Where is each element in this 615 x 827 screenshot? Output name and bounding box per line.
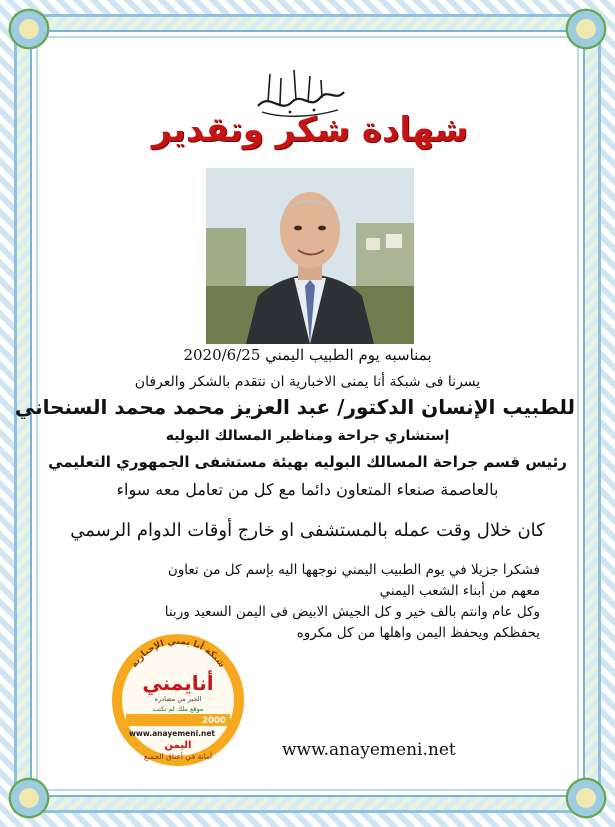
paragraph-line: وكل عام وانتم بالف خير و كل الجيش الابيض فى اليمن السعيد وربنا <box>164 604 540 620</box>
logo-tagline: موقع ملك لم تكتب <box>152 705 204 713</box>
paragraph-line: معهم من أبناء الشعب اليمني <box>379 583 540 599</box>
recipient-name: للطبيب الإنسان الدكتور/ عبد العزيز محمد محمد السنحاني <box>14 395 575 419</box>
cooperation-line: بالعاصمة صنعاء المتعاون دائما مع كل من تعامل معه سواء <box>116 480 499 499</box>
certificate-title: شهادة شكر وتقدير <box>151 110 469 150</box>
timing-line: كان خلال وقت عمله بالمستشفى او خارج أوقات الدوام الرسمي <box>70 520 545 541</box>
paragraph-line: فشكرا جزيلا في يوم الطبيب اليمني نوجهها اليه بإسم كل من تعاون <box>167 562 540 578</box>
intro-line: يسرنا فى شبكة أنا يمنى الاخبارية ان نتقدم بالشكر والعرفان <box>134 374 481 390</box>
footer-website: www.anayemeni.net <box>282 740 456 760</box>
anayemeni-logo <box>110 632 246 768</box>
logo-slogan: الخير من مصادره <box>154 695 202 703</box>
logo-motto: أمانة في أعناق الجميع <box>143 752 213 761</box>
doctor-portrait <box>206 168 414 344</box>
occasion-date: 2020/6/25 <box>183 346 261 364</box>
recipient-position: رئيس قسم جراحة المسالك البوليه بهيئة مستشفى الجمهوري التعليمي <box>48 453 567 471</box>
logo-network: شبكة أنا يمني الإخبارية <box>129 636 227 670</box>
paragraph-line: يحفظكم ويحفظ اليمن واهلها من كل مكروه <box>296 625 540 641</box>
occasion-text: بمناسبه يوم الطبيب اليمني <box>265 346 432 364</box>
occasion-line <box>100 346 515 364</box>
logo-year: 2000 <box>202 716 226 726</box>
logo-country: اليمن <box>164 740 192 751</box>
logo-url: www.anayemeni.net <box>128 729 216 738</box>
logo-brand: أنايمني <box>142 671 214 695</box>
recipient-specialty: إستشاري جراحة ومناظير المسالك البوليه <box>165 428 450 444</box>
